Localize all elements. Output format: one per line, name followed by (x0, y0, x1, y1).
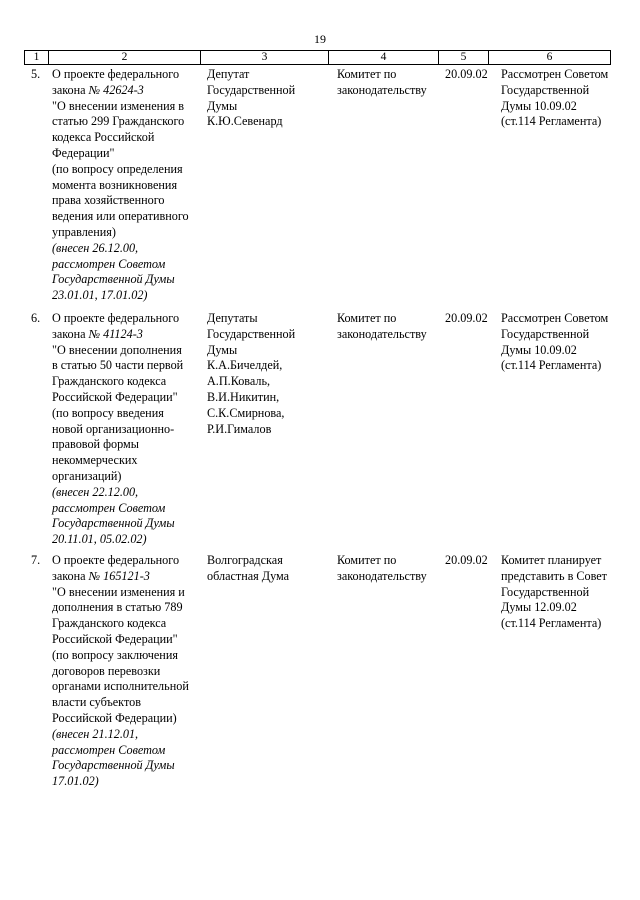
project-line: права хозяйственного (52, 193, 165, 208)
project-line: "О внесении изменения в (52, 98, 185, 113)
initiator-line: Думы (207, 98, 238, 113)
project-line: О проекте федерального (52, 67, 180, 81)
initiator-line: К.Ю.Севенард (207, 114, 283, 129)
project-line: рассмотрен Советом (52, 742, 166, 757)
project-line: Государственной Думы (52, 758, 175, 773)
committee-line: Комитет по (337, 311, 397, 325)
status (501, 67, 608, 130)
project-title (52, 67, 189, 304)
initiator-line: областная Дума (207, 568, 290, 583)
initiator (207, 553, 289, 585)
project-line: Государственной Думы (52, 516, 175, 531)
project-line: рассмотрен Советом (52, 256, 166, 271)
initiator-line: В.И.Никитин, (207, 389, 280, 404)
project-line: закона № 165121-3 (52, 568, 150, 583)
status-line: (ст.114 Регламента) (501, 358, 602, 373)
project-line: Федерации" (52, 145, 115, 160)
page-number: 19 (314, 32, 326, 46)
project-line: Государственной Думы (52, 272, 175, 287)
status-line: Государственной (501, 82, 590, 97)
status-line: (ст.114 Регламента) (501, 114, 602, 129)
status-line: Рассмотрен Советом (501, 67, 609, 81)
project-line: дополнения в статью 789 (52, 600, 183, 615)
date: 20.09.02 (445, 311, 488, 325)
initiator-line: Депутаты (207, 311, 258, 325)
status-line: Думы 10.09.02 (501, 342, 577, 357)
column-number: 6 (489, 51, 611, 65)
column-number: 1 (25, 51, 49, 65)
initiator (207, 311, 295, 437)
committee-line: законодательству (337, 568, 427, 583)
project-line: (внесен 22.12.00, (52, 484, 139, 499)
project-line: кодекса Российской (52, 130, 155, 145)
committee-line: Комитет по (337, 67, 397, 81)
project-line: ведения или оперативного (52, 209, 189, 224)
status-line: (ст.114 Регламента) (501, 616, 602, 631)
status-line: Комитет планирует (501, 553, 602, 567)
project-line: О проекте федерального (52, 553, 180, 567)
initiator-line: Государственной (207, 82, 296, 97)
project-line: новой организационно- (52, 421, 175, 436)
header-row (25, 51, 611, 65)
project-title (52, 311, 183, 548)
project-line: 17.01.02) (52, 774, 99, 789)
project-line: "О внесении дополнения (52, 342, 182, 357)
status-line: Думы 12.09.02 (501, 600, 577, 615)
committee (337, 67, 427, 99)
project-title (52, 553, 189, 790)
project-line: О проекте федерального (52, 311, 180, 325)
status (501, 311, 608, 374)
committee-line: законодательству (337, 326, 427, 341)
status-line: представить в Совет (501, 568, 608, 583)
project-line: органами исполнительной (52, 679, 189, 694)
column-number: 2 (49, 51, 201, 65)
project-line: некоммерческих (52, 453, 138, 468)
initiator-line: Волгоградская (207, 553, 283, 567)
initiator-line: Государственной (207, 326, 296, 341)
project-line: Российской Федерации" (52, 389, 178, 404)
committee (337, 311, 427, 343)
project-line: Российской Федерации) (52, 710, 177, 725)
row-number: 7. (31, 553, 41, 567)
committee-line: Комитет по (337, 553, 397, 567)
project-line: (внесен 21.12.01, (52, 726, 139, 741)
status-line: Рассмотрен Советом (501, 311, 609, 325)
bill-number: № 41124-3 (88, 326, 143, 341)
project-line: Гражданского кодекса (52, 616, 167, 631)
status-line: Думы 10.09.02 (501, 98, 577, 113)
initiator (207, 67, 295, 130)
project-line: закона № 41124-3 (52, 326, 143, 341)
project-line: статью 299 Гражданского (52, 114, 185, 129)
initiator-line: Депутат (207, 67, 250, 81)
project-line: 20.11.01, 05.02.02) (52, 532, 147, 547)
committee-line: законодательству (337, 82, 427, 97)
row-number: 5. (31, 67, 41, 81)
project-line: 23.01.01, 17.01.02) (52, 288, 148, 303)
project-line: управления) (52, 224, 116, 239)
committee (337, 553, 427, 585)
status (501, 553, 607, 632)
status-line: Государственной (501, 326, 590, 341)
project-line: (по вопросу определения (52, 161, 183, 176)
project-line: правовой формы (52, 437, 139, 452)
initiator-line: А.П.Коваль, (207, 374, 271, 389)
project-line: (по вопросу заключения (52, 647, 178, 662)
status-line: Государственной (501, 584, 590, 599)
column-number: 3 (201, 51, 329, 65)
column-number: 5 (439, 51, 489, 65)
bill-number: № 165121-3 (88, 568, 150, 583)
project-line: (внесен 26.12.00, (52, 240, 139, 255)
initiator-line: Р.И.Гималов (207, 421, 272, 436)
initiator-line: С.К.Смирнова, (207, 405, 285, 420)
project-line: договоров перевозки (52, 663, 161, 678)
date: 20.09.02 (445, 67, 488, 81)
project-line: закона № 42624-3 (52, 82, 144, 97)
project-line: рассмотрен Советом (52, 500, 166, 515)
project-line: власти субъектов (52, 695, 141, 710)
project-line: (по вопросу введения (52, 405, 164, 420)
project-line: "О внесении изменения и (52, 584, 185, 599)
project-line: Российской Федерации" (52, 631, 178, 646)
project-line: момента возникновения (52, 177, 178, 192)
initiator-line: Думы (207, 342, 238, 357)
column-number-header (24, 50, 611, 65)
row-number: 6. (31, 311, 41, 325)
project-line: в статью 50 части первой (52, 358, 184, 373)
initiator-line: К.А.Бичелдей, (207, 358, 283, 373)
date: 20.09.02 (445, 553, 488, 567)
bill-number: № 42624-3 (88, 82, 144, 97)
project-line: Гражданского кодекса (52, 374, 167, 389)
project-line: организаций) (52, 468, 122, 483)
column-number: 4 (329, 51, 439, 65)
